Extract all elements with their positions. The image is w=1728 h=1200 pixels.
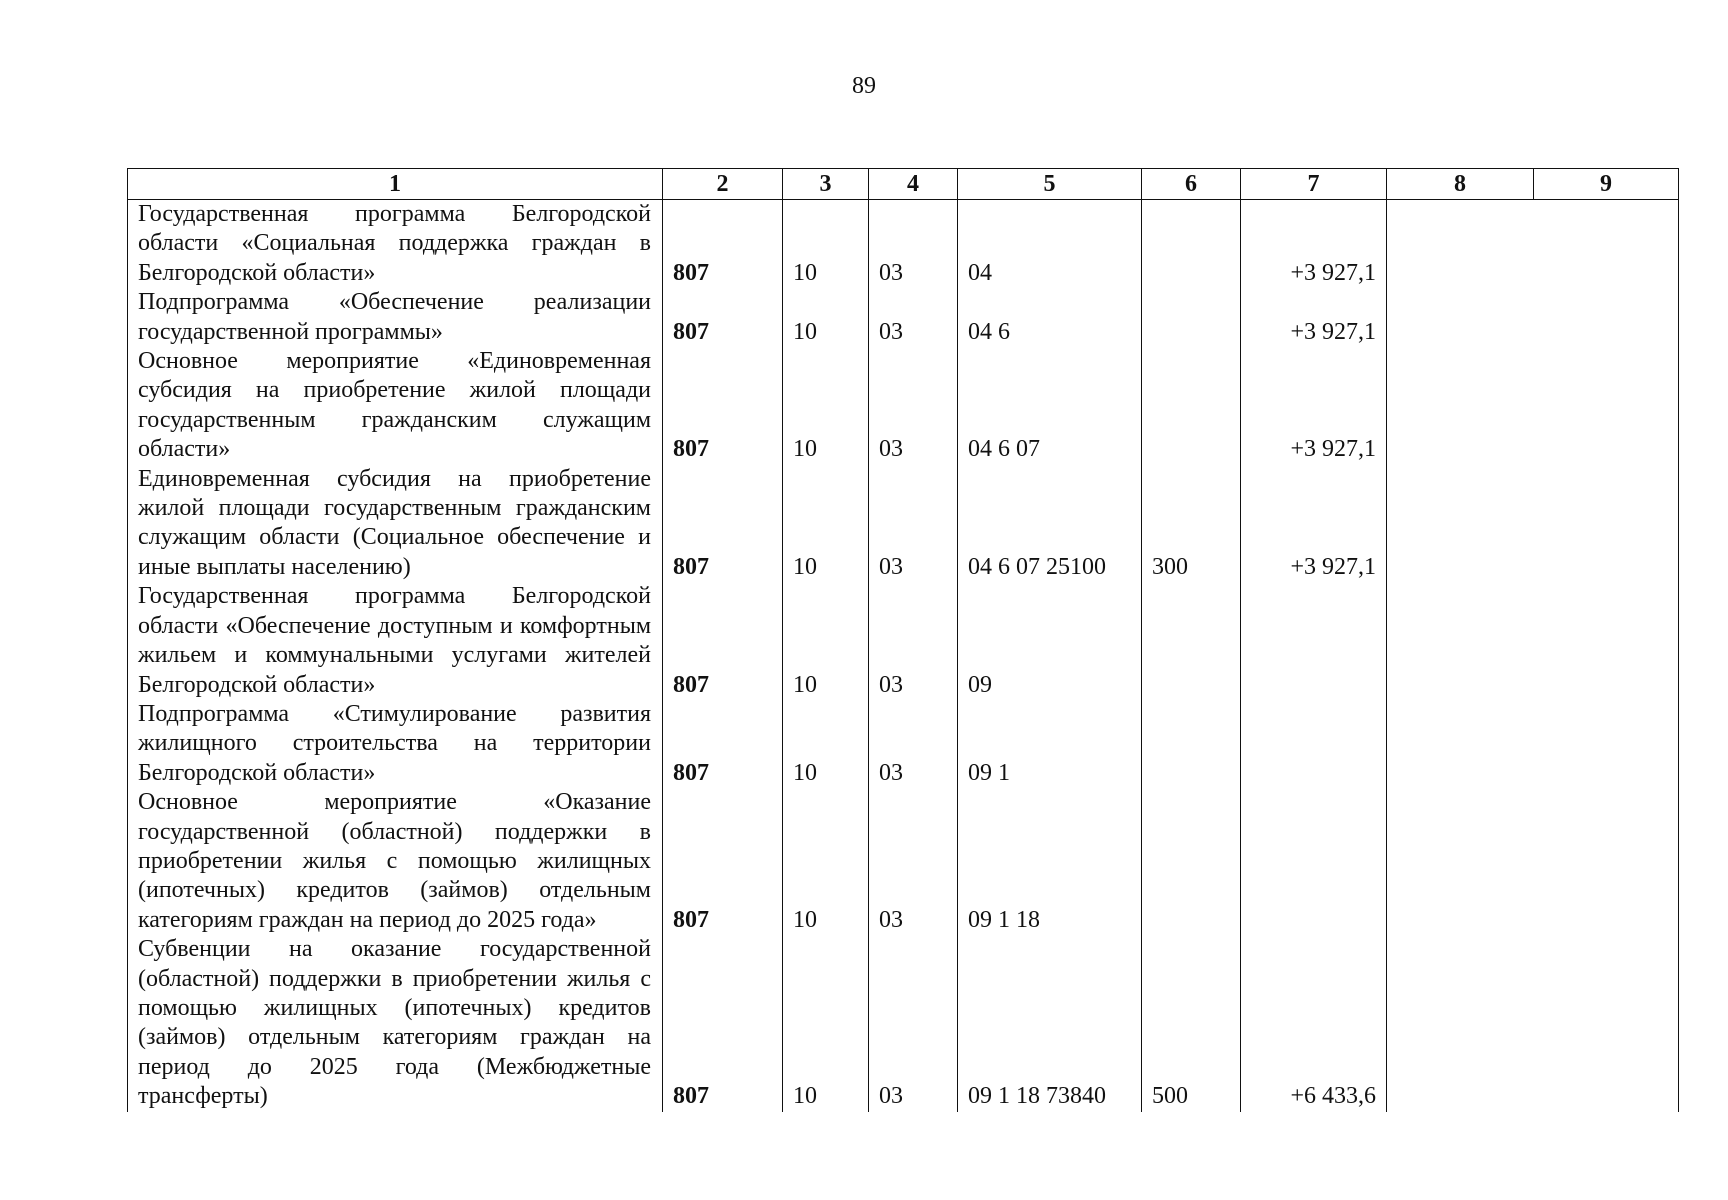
row-amount: +3 927,1 <box>1241 347 1387 465</box>
header-col-6: 6 <box>1142 169 1241 200</box>
table-row <box>128 700 1679 788</box>
row-amount: +3 927,1 <box>1241 465 1387 583</box>
row-col-8 <box>1387 935 1534 1111</box>
row-gr-code: 807 <box>663 935 783 1111</box>
row-gr-code: 807 <box>663 700 783 788</box>
table-row <box>128 465 1679 583</box>
row-expense-type-code: 500 <box>1142 935 1241 1111</box>
header-col-7: 7 <box>1241 169 1387 200</box>
table-row <box>128 347 1679 465</box>
row-col-9 <box>1534 788 1679 935</box>
header-col-8: 8 <box>1387 169 1534 200</box>
row-name: Подпрограмма «Стимулирование развития жилищного строительства на территории Белгородской области» <box>128 700 663 788</box>
row-subsection-code: 03 <box>869 200 958 289</box>
page-number: 89 <box>852 73 876 99</box>
row-target-article-code: 04 6 07 25100 <box>958 465 1142 583</box>
row-amount <box>1241 582 1387 700</box>
row-expense-type-code: 300 <box>1142 465 1241 583</box>
table-body <box>128 200 1679 1112</box>
row-subsection-code: 03 <box>869 935 958 1111</box>
row-expense-type-code <box>1142 788 1241 935</box>
table-row <box>128 288 1679 347</box>
header-col-9: 9 <box>1534 169 1679 200</box>
table-header-row <box>128 169 1679 200</box>
row-gr-code: 807 <box>663 347 783 465</box>
header-col-1: 1 <box>128 169 663 200</box>
row-col-9 <box>1534 288 1679 347</box>
row-expense-type-code <box>1142 582 1241 700</box>
row-subsection-code: 03 <box>869 465 958 583</box>
row-subsection-code: 03 <box>869 347 958 465</box>
row-subsection-code: 03 <box>869 288 958 347</box>
row-col-8 <box>1387 200 1534 289</box>
row-col-9 <box>1534 465 1679 583</box>
row-section-code: 10 <box>783 582 869 700</box>
row-col-9 <box>1534 200 1679 289</box>
row-amount <box>1241 700 1387 788</box>
row-subsection-code: 03 <box>869 582 958 700</box>
row-col-8 <box>1387 700 1534 788</box>
row-section-code: 10 <box>783 788 869 935</box>
row-target-article-code: 04 6 07 <box>958 347 1142 465</box>
row-col-8 <box>1387 465 1534 583</box>
row-target-article-code: 09 1 <box>958 700 1142 788</box>
row-name: Государственная программа Белгородской области «Обеспечение доступным и комфортным жильем и коммунальными услугами жителей Белгородской области» <box>128 582 663 700</box>
row-col-8 <box>1387 582 1534 700</box>
row-col-8 <box>1387 347 1534 465</box>
row-name: Субвенции на оказание государственной (областной) поддержки в приобретении жилья с помощью жилищных (ипотечных) кредитов (займов) отдельным категориям граждан на период до 2025 года (Межбюджетные трансферты) <box>128 935 663 1111</box>
row-target-article-code: 04 6 <box>958 288 1142 347</box>
table-row <box>128 788 1679 935</box>
row-amount: +6 433,6 <box>1241 935 1387 1111</box>
row-section-code: 10 <box>783 200 869 289</box>
header-col-2: 2 <box>663 169 783 200</box>
row-section-code: 10 <box>783 347 869 465</box>
row-subsection-code: 03 <box>869 700 958 788</box>
row-gr-code: 807 <box>663 200 783 289</box>
row-expense-type-code <box>1142 700 1241 788</box>
row-gr-code: 807 <box>663 465 783 583</box>
table-row <box>128 200 1679 289</box>
row-target-article-code: 09 1 18 73840 <box>958 935 1142 1111</box>
row-col-8 <box>1387 288 1534 347</box>
row-col-9 <box>1534 582 1679 700</box>
header-col-3: 3 <box>783 169 869 200</box>
row-gr-code: 807 <box>663 788 783 935</box>
row-amount: +3 927,1 <box>1241 288 1387 347</box>
row-target-article-code: 09 <box>958 582 1142 700</box>
row-section-code: 10 <box>783 288 869 347</box>
row-name: Подпрограмма «Обеспечение реализации государственной программы» <box>128 288 663 347</box>
row-amount: +3 927,1 <box>1241 200 1387 289</box>
row-col-9 <box>1534 700 1679 788</box>
row-col-9 <box>1534 935 1679 1111</box>
table-row <box>128 935 1679 1111</box>
row-expense-type-code <box>1142 200 1241 289</box>
row-section-code: 10 <box>783 935 869 1111</box>
budget-table <box>127 168 1679 1112</box>
row-col-8 <box>1387 788 1534 935</box>
row-name: Единовременная субсидия на приобретение жилой площади государственным гражданским служащим области (Социальное обеспечение и иные выплаты населению) <box>128 465 663 583</box>
table-row <box>128 582 1679 700</box>
row-section-code: 10 <box>783 700 869 788</box>
row-amount <box>1241 788 1387 935</box>
row-target-article-code: 04 <box>958 200 1142 289</box>
header-col-4: 4 <box>869 169 958 200</box>
row-section-code: 10 <box>783 465 869 583</box>
row-name: Государственная программа Белгородской области «Социальная поддержка граждан в Белгородской области» <box>128 200 663 289</box>
row-col-9 <box>1534 347 1679 465</box>
row-expense-type-code <box>1142 347 1241 465</box>
budget-table-container <box>127 168 1678 1112</box>
row-target-article-code: 09 1 18 <box>958 788 1142 935</box>
row-name: Основное мероприятие «Единовременная субсидия на приобретение жилой площади государственным гражданским служащим области» <box>128 347 663 465</box>
row-expense-type-code <box>1142 288 1241 347</box>
row-name: Основное мероприятие «Оказание государственной (областной) поддержки в приобретении жилья с помощью жилищных (ипотечных) кредитов (займов) отдельным категориям граждан на период до 2025 года» <box>128 788 663 935</box>
row-gr-code: 807 <box>663 288 783 347</box>
row-gr-code: 807 <box>663 582 783 700</box>
row-subsection-code: 03 <box>869 788 958 935</box>
header-col-5: 5 <box>958 169 1142 200</box>
